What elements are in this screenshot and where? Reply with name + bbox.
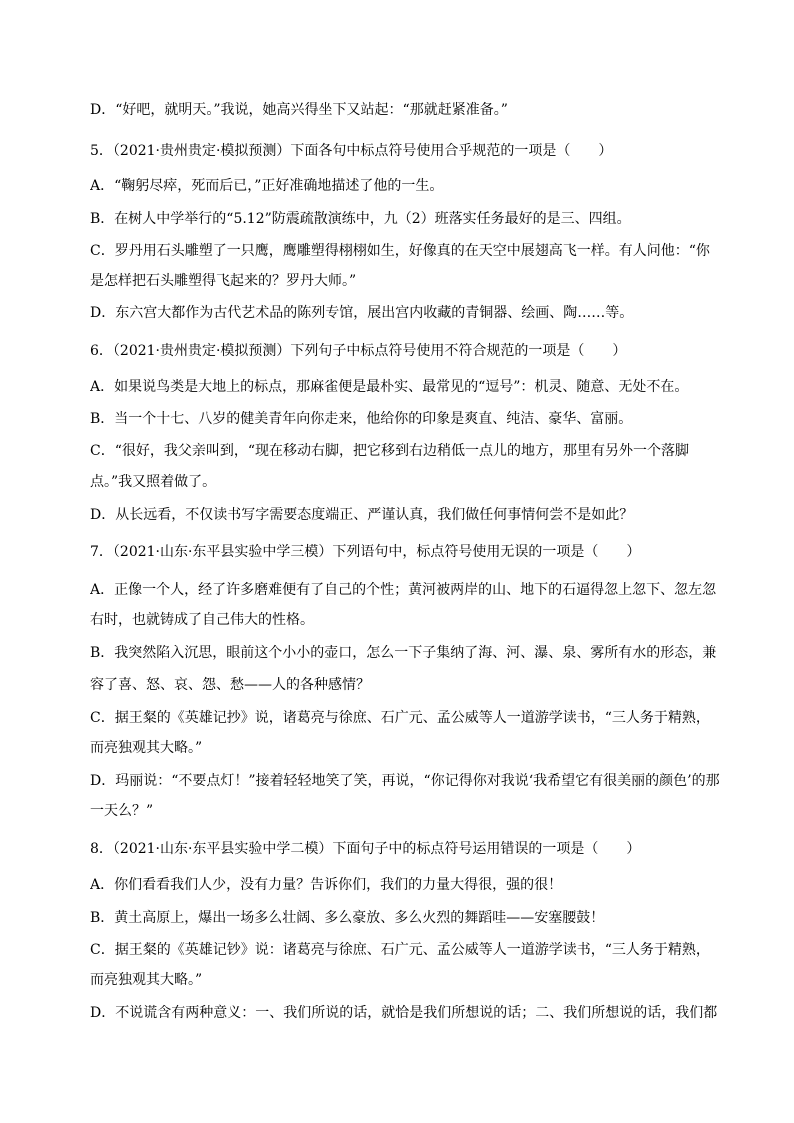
q8-option-b: B．黄土高原上，爆出一场多么壮阔、多么豪放、多么火烈的舞蹈哇——安塞腰鼓！	[90, 910, 605, 926]
q7-option-b-cont: 容了喜、怒、哀、怨、愁——人的各种感情？	[90, 677, 370, 693]
q6-option-c: C．“很好，我父亲叫到，“现在移动右脚，把它移到右边稍低一点儿的地方，那里有另外一个落脚	[90, 443, 690, 459]
q5-option-d: D．东六宫大都作为古代艺术品的陈列专馆，展出宫内收藏的青铜器、绘画、陶……等。	[90, 305, 634, 321]
q6-option-a: A．如果说鸟类是大地上的标点，那麻雀便是最朴实、最常见的“逗号”：机灵、随意、无处不在。	[90, 379, 689, 395]
q7-option-c-cont: 而亮独观其大略。”	[90, 740, 203, 756]
q6-option-b: B．当一个十七、八岁的健美青年向你走来，他给你的印象是爽直、纯洁、豪华、富丽。	[90, 411, 633, 427]
q6-option-d: D．从长远看，不仅读书写字需要态度端正、严谨认真，我们做任何事情何尝不是如此？	[90, 507, 634, 523]
q7-option-d-cont: 一天么？”	[90, 803, 154, 819]
q7-option-d: D．玛丽说：“不要点灯！”接着轻轻地笑了笑，再说，“你记得你对我说‘我希望它有很美丽的颜色’的那	[90, 773, 720, 789]
q5-stem: 5．（2021·贵州贵定·模拟预测）下面各句中标点符号使用合乎规范的一项是（ ）	[90, 143, 613, 159]
q4-option-d: D．“好吧，就明天。”我说，她高兴得坐下又站起：“那就赶紧准备。”	[90, 102, 508, 118]
q7-stem: 7．（2021·山东·东平县实验中学三模）下列语句中，标点符号使用无误的一项是（ ）	[90, 544, 641, 560]
q8-stem: 8．（2021·山东·东平县实验中学二模）下面句子中的标点符号运用错误的一项是（ ）	[90, 841, 641, 857]
q5-option-c-cont: 是怎样把石头雕塑得飞起来的？罗丹大师。”	[90, 273, 357, 289]
q5-option-a: A．“鞠躬尽瘁，死而后已，”正好准确地描述了他的一生。	[90, 178, 444, 194]
q5-option-c: C．罗丹用石头雕塑了一只鹰，鹰雕塑得栩栩如生，好像真的在天空中展翅高飞一样。有人问他：“你	[90, 243, 710, 259]
q8-option-d: D．不说谎含有两种意义：一、我们所说的话，就恰是我们所想说的话；二、我们所想说的话，我们都	[90, 1005, 718, 1021]
q8-option-c-cont: 而亮独观其大略。”	[90, 972, 203, 988]
q6-stem: 6．（2021·贵州贵定·模拟预测）下列句子中标点符号使用不符合规范的一项是（ ）	[90, 343, 627, 359]
q7-option-a: A．正像一个人，经了许多磨难便有了自己的个性；黄河被两岸的山、地下的石逼得忽上忽下、忽左忽	[90, 582, 717, 598]
q7-option-b: B．我突然陷入沉思，眼前这个小小的壶口，怎么一下子集纳了海、河、瀑、泉、雾所有水的形态，兼	[90, 645, 717, 661]
q8-option-a: A．你们看看我们人少，没有力量？告诉你们，我们的力量大得很，强的很！	[90, 877, 563, 893]
q7-option-c: C．据王粲的《英雄记抄》说，诸葛亮与徐庶、石广元、孟公威等人一道游学读书，“三人务于精熟，	[90, 710, 710, 726]
q8-option-c: C．据王粲的《英雄记钞》说：诸葛亮与徐庶、石广元、孟公威等人一道游学读书，“三人务于精熟，	[90, 942, 710, 958]
q7-option-a-cont: 右时，也就铸成了自己伟大的性格。	[90, 612, 314, 628]
q5-option-b: B．在树人中学举行的“5.12”防震疏散演练中，九（2）班落实任务最好的是三、四组。	[90, 211, 631, 227]
q6-option-c-cont: 点。”我又照着做了。	[90, 474, 217, 490]
